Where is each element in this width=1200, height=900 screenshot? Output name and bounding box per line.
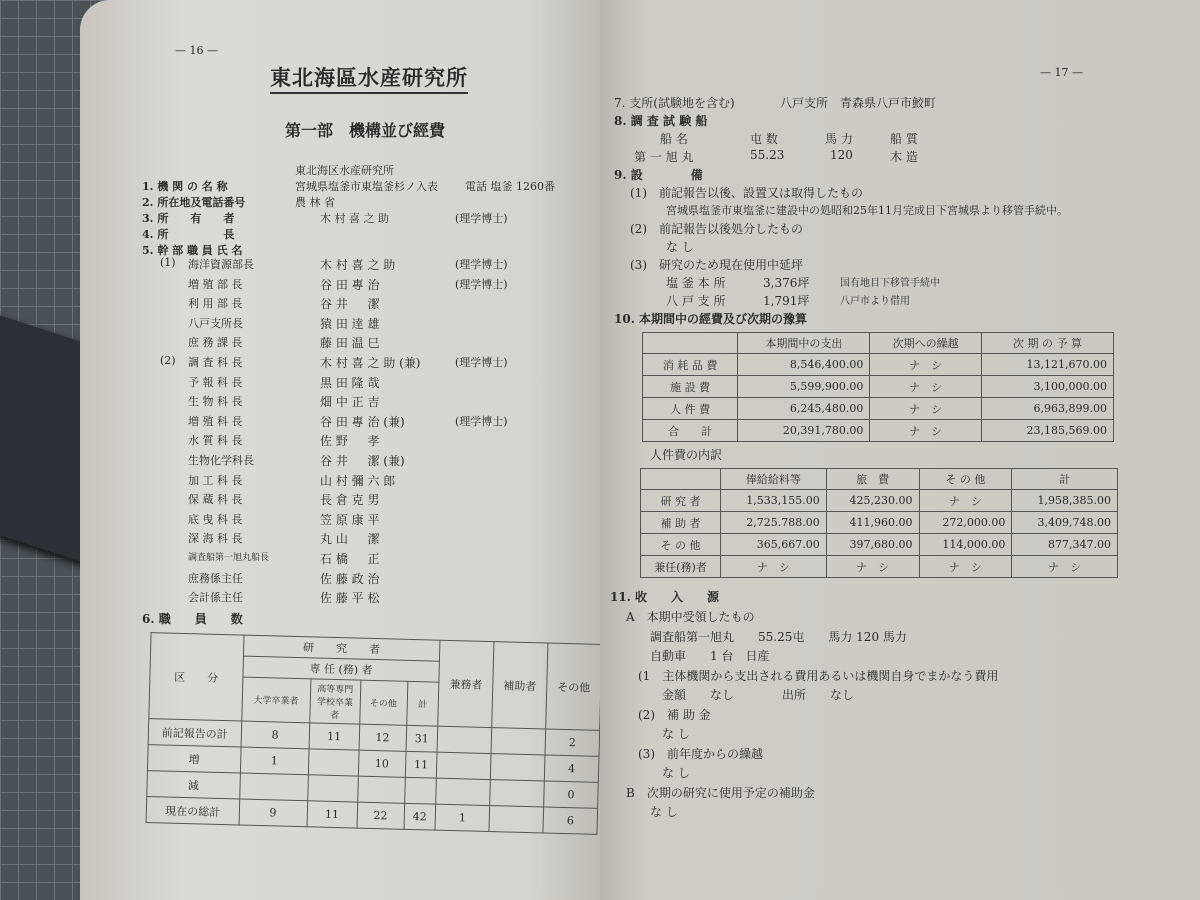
- table-row: [641, 556, 1118, 578]
- table-cell: 411,960.00: [826, 512, 919, 534]
- table-cell: ナ シ: [870, 376, 982, 398]
- staff-name: 藤 田 温 巳: [320, 336, 380, 351]
- ship-value: 木 造: [890, 150, 918, 164]
- table-cell: そ の 他: [641, 534, 721, 556]
- column-header: 旅 費: [826, 469, 919, 490]
- income-line: 金額 なし 出所 なし: [626, 688, 855, 702]
- staff-name: 谷 田 專 治: [320, 277, 380, 292]
- income-line: (2) 補 助 金: [626, 707, 711, 722]
- cell-value: 22: [357, 802, 405, 829]
- income-line: な し: [626, 805, 678, 819]
- cell-value: 8: [241, 721, 310, 749]
- staff-name: 石 橋 正: [320, 552, 380, 566]
- staff-role: 深 海 科 長: [188, 532, 243, 546]
- row-label: 前記報告の計: [148, 719, 241, 747]
- cell-value: 4: [544, 755, 599, 782]
- header-research: 研 究 者: [243, 635, 440, 661]
- table-cell: ナ シ: [721, 556, 827, 578]
- area-cell: 八戸市より借用: [840, 296, 910, 307]
- ship-header: 船 名: [660, 132, 688, 146]
- item-label: 5. 幹 部 職 員 氏 名: [142, 244, 243, 257]
- personnel-breakdown-label: 人件費の内訳: [650, 448, 723, 462]
- staff-name: 畑 中 正 吉: [320, 395, 380, 410]
- section-8-label: 8. 調 査 試 験 船: [614, 114, 708, 128]
- table-cell: 20,391,780.00: [738, 420, 870, 442]
- staff-count-table: [146, 632, 603, 835]
- table-cell: 365,667.00: [721, 534, 827, 556]
- table-cell: 1,533,155.00: [721, 490, 827, 512]
- table-cell: 補 助 者: [641, 512, 721, 534]
- table-cell: ナ シ: [870, 354, 982, 376]
- staff-role: 水 質 科 長: [188, 434, 243, 448]
- page-title: 東北海區水産研究所: [270, 62, 468, 94]
- item-value: 宮城県塩釜市東塩釜杉ノ入表: [295, 180, 438, 193]
- staff-role: 保 蔵 科 長: [188, 493, 243, 507]
- table-cell: 5,599,900.00: [738, 376, 870, 398]
- cell-value: [308, 749, 359, 776]
- header-row: [643, 333, 1114, 354]
- header-others: その他: [546, 643, 602, 730]
- table-row: [643, 354, 1114, 376]
- header-fulltime: 専 任 (務) 者: [243, 656, 440, 682]
- staff-role: 加 工 科 長: [188, 473, 243, 487]
- column-header: [641, 469, 721, 490]
- item-label: 4. 所 長: [142, 228, 235, 241]
- header-category: 区 分: [149, 633, 244, 721]
- page-number: — 17 —: [1040, 66, 1083, 79]
- table-cell: 425,230.00: [826, 490, 919, 512]
- table-cell: 877,347.00: [1012, 534, 1118, 556]
- ship-value: 120: [830, 148, 853, 162]
- column-header: 本期間中の支出: [738, 333, 870, 354]
- table-row: [643, 398, 1114, 420]
- table-cell: 114,000.00: [919, 534, 1012, 556]
- cell-value: [491, 728, 546, 755]
- staff-name: 猿 田 逹 雄: [320, 316, 380, 331]
- area-cell: 国有地目下移管手続中: [840, 278, 940, 289]
- table-cell: ナ シ: [870, 398, 982, 420]
- staff-note: (理学博士): [455, 414, 508, 428]
- table-cell: 397,680.00: [826, 534, 919, 556]
- cell-value: [307, 775, 358, 802]
- table-cell: 兼任(務)者: [641, 556, 721, 578]
- table-cell: 消 耗 品 費: [643, 354, 738, 376]
- item-value: 農 林 省: [295, 196, 335, 209]
- item-label: 3. 所 有 者: [142, 212, 235, 225]
- table-row: [641, 534, 1118, 556]
- cell-value: [436, 778, 491, 805]
- header-college: 高等専門学校卒業者: [309, 679, 360, 724]
- income-line: 自動車 1 台 日産: [626, 649, 770, 663]
- column-header: 計: [1012, 469, 1118, 490]
- cell-value: [437, 752, 492, 779]
- cell-value: [437, 726, 492, 753]
- table-cell: 3,100,000.00: [981, 376, 1113, 398]
- table-cell: 23,185,569.00: [981, 420, 1113, 442]
- item-value: 木 村 喜 之 助: [320, 212, 389, 225]
- staff-role: 調査船第一旭丸船長: [188, 553, 270, 563]
- staff-name: 木 村 喜 之 助 (兼): [320, 356, 421, 370]
- table-cell: 6,245,480.00: [738, 398, 870, 420]
- area-cell: 1,791坪: [763, 294, 810, 308]
- cell-value: 42: [404, 803, 436, 830]
- section-9-label: 9. 設 備: [614, 168, 703, 182]
- staff-note: (理学博士): [455, 277, 508, 291]
- table-row: [641, 512, 1118, 534]
- table-cell: 研 究 者: [641, 490, 721, 512]
- ship-value: 55.23: [750, 148, 785, 162]
- income-line: な し: [626, 766, 690, 780]
- table-cell: ナ シ: [919, 556, 1012, 578]
- table-cell: ナ シ: [1012, 556, 1118, 578]
- table-cell: 人 件 費: [643, 398, 738, 420]
- header-assistant: 補助者: [492, 642, 548, 729]
- staff-role: 底 曳 科 長: [188, 512, 243, 526]
- table-cell: 8,546,400.00: [738, 354, 870, 376]
- right-page: [600, 0, 1200, 900]
- table-cell: ナ シ: [919, 490, 1012, 512]
- header-total: 計: [406, 681, 439, 726]
- table-cell: 2,725.788.00: [721, 512, 827, 534]
- personnel-table: [640, 468, 1118, 578]
- section-7-value: 八戸支所 青森県八戸市鮫町: [780, 96, 937, 110]
- ship-header: 船 質: [890, 132, 918, 146]
- row-label: 現在の総計: [146, 797, 239, 825]
- column-header: [643, 333, 738, 354]
- table-cell: 13,121,670.00: [981, 354, 1113, 376]
- cell-value: 9: [239, 799, 308, 827]
- cell-value: [239, 773, 308, 801]
- income-line: 調査船第一旭丸 55.25屯 馬力 120 馬力: [626, 629, 907, 644]
- staff-role: 海洋資源部長: [188, 258, 254, 271]
- page-number: — 16 —: [175, 44, 218, 57]
- cell-value: 11: [405, 751, 437, 778]
- column-header: そ の 他: [919, 469, 1012, 490]
- income-line: な し: [626, 727, 690, 741]
- cell-value: [404, 777, 436, 804]
- section-9-item-1-detail: 宮城県塩釜市東塩釜に建設中の処昭和25年11月完成目下宮城県より移管手続中。: [666, 204, 1068, 217]
- section-11-label: 11. 收 入 源: [610, 590, 720, 604]
- table-row: [643, 376, 1114, 398]
- staff-prefix: (2): [160, 354, 176, 367]
- cell-value: 6: [543, 807, 598, 834]
- budget-table: [642, 332, 1114, 442]
- item-note: 電話 塩釜 1260番: [465, 180, 555, 193]
- table-cell: 合 計: [643, 420, 738, 442]
- staff-note: (理学博士): [455, 356, 508, 369]
- staff-role: 予 報 科 長: [188, 375, 243, 389]
- table-row: [641, 490, 1118, 512]
- cell-value: 1: [240, 747, 309, 775]
- staff-name: 谷 井 潔 (兼): [320, 454, 405, 468]
- table-cell: 6,963,899.00: [981, 398, 1113, 420]
- income-line: (1 主体機関から支出される費用あるいは機関自身でまかなう費用: [626, 668, 999, 683]
- staff-role: 生物化学科長: [188, 454, 254, 467]
- column-header: 次 期 の 予 算: [981, 333, 1113, 354]
- staff-role: 利 用 部 長: [188, 297, 243, 311]
- section-9-item-2-detail: な し: [666, 240, 694, 254]
- staff-role: 生 物 科 長: [188, 395, 243, 409]
- area-cell: 八 戸 支 所: [666, 294, 726, 308]
- item-label: 2. 所在地及電話番号: [142, 196, 246, 209]
- staff-role: 八戸支所長: [188, 316, 243, 330]
- table-cell: 3,409,748.00: [1012, 512, 1118, 534]
- item-label: 1. 機 関 の 名 称: [142, 180, 228, 193]
- cell-value: 11: [307, 801, 358, 828]
- column-header: 次期への繰越: [870, 333, 982, 354]
- ship-value: 第 一 旭 丸: [634, 150, 694, 164]
- staff-name: 木 村 喜 之 助: [320, 258, 396, 272]
- staff-name: 丸 山 潔: [320, 532, 380, 547]
- staff-role: 増 殖 部 長: [188, 277, 243, 291]
- area-cell: 3,376坪: [763, 276, 810, 290]
- ship-header: 屯 数: [750, 132, 778, 146]
- staff-role: 会計係主任: [188, 591, 243, 605]
- staff-role: 調 査 科 長: [188, 356, 243, 369]
- table-cell: 1,958,385.00: [1012, 490, 1118, 512]
- row-label: 減: [147, 771, 240, 799]
- staff-name: 佐 野 孝: [320, 434, 380, 449]
- staff-name: 長 倉 克 男: [320, 493, 380, 508]
- row-label: 増: [147, 745, 240, 773]
- section-heading: 第一部 機構並び經費: [285, 121, 446, 140]
- staff-name: 佐 藤 政 治: [320, 571, 380, 586]
- staff-name: 黒 田 隆 哉: [320, 375, 380, 390]
- staff-role: 庶 務 課 長: [188, 336, 243, 350]
- header-row: [641, 469, 1118, 490]
- header-concurrent: 兼務者: [438, 640, 494, 727]
- staff-name: 谷 井 潔: [320, 297, 380, 312]
- table-cell: 施 設 費: [643, 376, 738, 398]
- table-row: [643, 420, 1114, 442]
- income-line: A 本期中受領したもの: [626, 610, 755, 624]
- header-univ: 大学卒業者: [241, 677, 310, 723]
- section-7-label: 7. 支所(試験地を含む): [614, 96, 735, 110]
- cell-value: 0: [544, 781, 599, 808]
- staff-note: (理学博士): [455, 258, 508, 271]
- table-cell: 272,000.00: [919, 512, 1012, 534]
- column-header: 俸給給料等: [721, 469, 827, 490]
- staff-name: 谷 田 專 治 (兼): [320, 414, 405, 429]
- cell-value: 1: [435, 804, 490, 831]
- item-value: 東北海区水産研究所: [295, 164, 394, 177]
- cell-value: 12: [359, 724, 407, 751]
- section-9-item-1: (1) 前記報告以後、設置又は取得したもの: [630, 186, 863, 200]
- table-cell: ナ シ: [826, 556, 919, 578]
- header-other: その他: [359, 680, 407, 725]
- left-page: [80, 0, 605, 900]
- section-10-label: 10. 本期間中の經費及び次期の豫算: [614, 312, 808, 326]
- item-note: (理学博士): [455, 212, 508, 225]
- staff-count-heading: 6. 職 員 数: [142, 612, 243, 626]
- cell-value: 11: [309, 723, 360, 750]
- income-line: B 次期の研究に使用予定の補助金: [626, 785, 815, 800]
- ship-header: 馬 力: [825, 132, 853, 146]
- cell-value: [490, 754, 545, 781]
- staff-name: 山 村 彌 六 郎: [320, 473, 396, 488]
- cell-value: 10: [358, 750, 406, 777]
- area-cell: 塩 釜 本 所: [666, 276, 726, 290]
- staff-name: 佐 藤 平 松: [320, 591, 380, 606]
- cell-value: 31: [406, 725, 438, 752]
- income-line: (3) 前年度からの繰越: [626, 746, 763, 761]
- staff-role: 増 殖 科 長: [188, 414, 243, 428]
- staff-prefix: (1): [160, 256, 176, 269]
- table-cell: ナ シ: [870, 420, 982, 442]
- cell-value: [357, 776, 405, 803]
- cell-value: [490, 780, 545, 807]
- section-9-item-2: (2) 前記報告以後処分したもの: [630, 222, 803, 236]
- section-9-item-3: (3) 研究のため現在使用中延坪: [630, 258, 803, 272]
- cell-value: [489, 806, 544, 833]
- staff-role: 庶務係主任: [188, 571, 243, 585]
- cell-value: 2: [545, 729, 600, 756]
- staff-name: 笠 原 康 平: [320, 512, 380, 527]
